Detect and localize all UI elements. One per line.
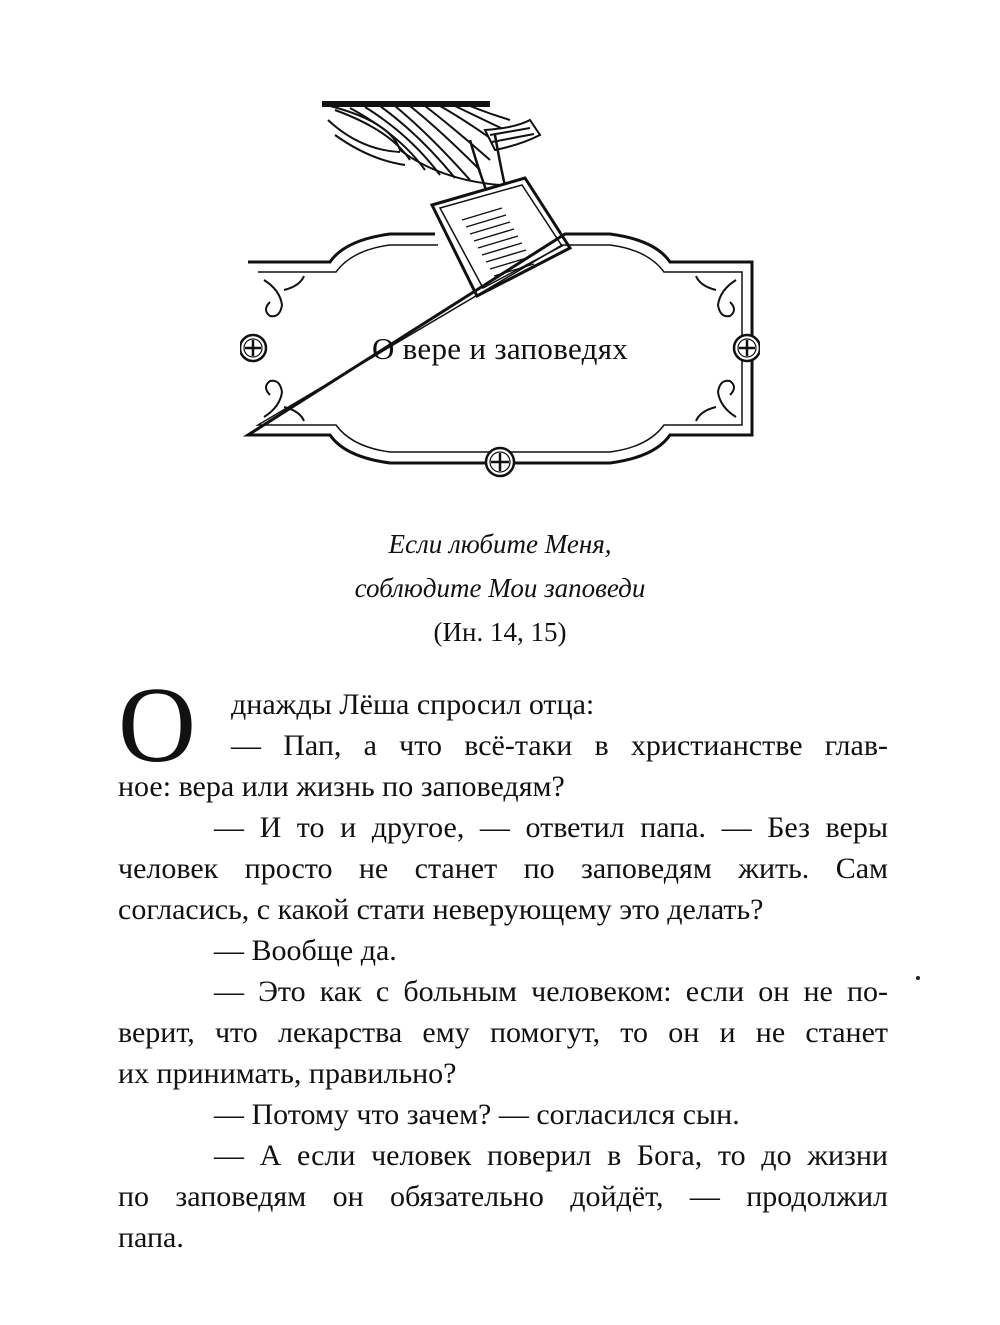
story-text	[118, 666, 888, 1258]
text-line: — Это как с больным человеком: если он не по-	[214, 975, 888, 1008]
chapter-header-illustration	[240, 90, 760, 480]
epigraph-line: соблюдите Мои заповеди	[354, 573, 646, 603]
text-line: — И то и другое, — ответил папа. — Без веры	[214, 811, 888, 844]
text-line: ное: вера или жизнь по заповедям?	[118, 770, 565, 803]
drop-cap: О	[118, 666, 196, 785]
chapter-title: О вере и заповедях	[371, 331, 629, 366]
epigraph	[260, 522, 740, 654]
print-speck	[916, 976, 920, 980]
text-line: днажды Лёша спросил отца:	[231, 688, 595, 721]
text-line: — Потому что зачем? — согласился сын.	[214, 1098, 740, 1131]
text-line: согласись, с какой стати неверующему это делать?	[118, 893, 764, 926]
text-line: верит, что лекарства ему помогут, то он и не станет	[118, 1016, 888, 1049]
text-line: их принимать, правильно?	[118, 1057, 457, 1090]
text-line: — Вообще да.	[214, 934, 397, 967]
text-line: по заповедям он обязательно дойдёт, — продолжил	[118, 1180, 888, 1213]
epigraph-reference: (Ин. 14, 15)	[433, 617, 567, 647]
epigraph-line: Если любите Меня,	[388, 529, 612, 559]
text-line: — Пап, а что всё-таки в христианстве глав-	[231, 729, 888, 762]
text-line: — А если человек поверил в Бога, то до жизни	[214, 1139, 888, 1172]
text-line: человек просто не станет по заповедям жить. Сам	[118, 852, 888, 885]
cross-medallion-bottom-icon	[486, 448, 514, 476]
text-line: папа.	[118, 1221, 184, 1254]
book-image	[432, 178, 570, 296]
